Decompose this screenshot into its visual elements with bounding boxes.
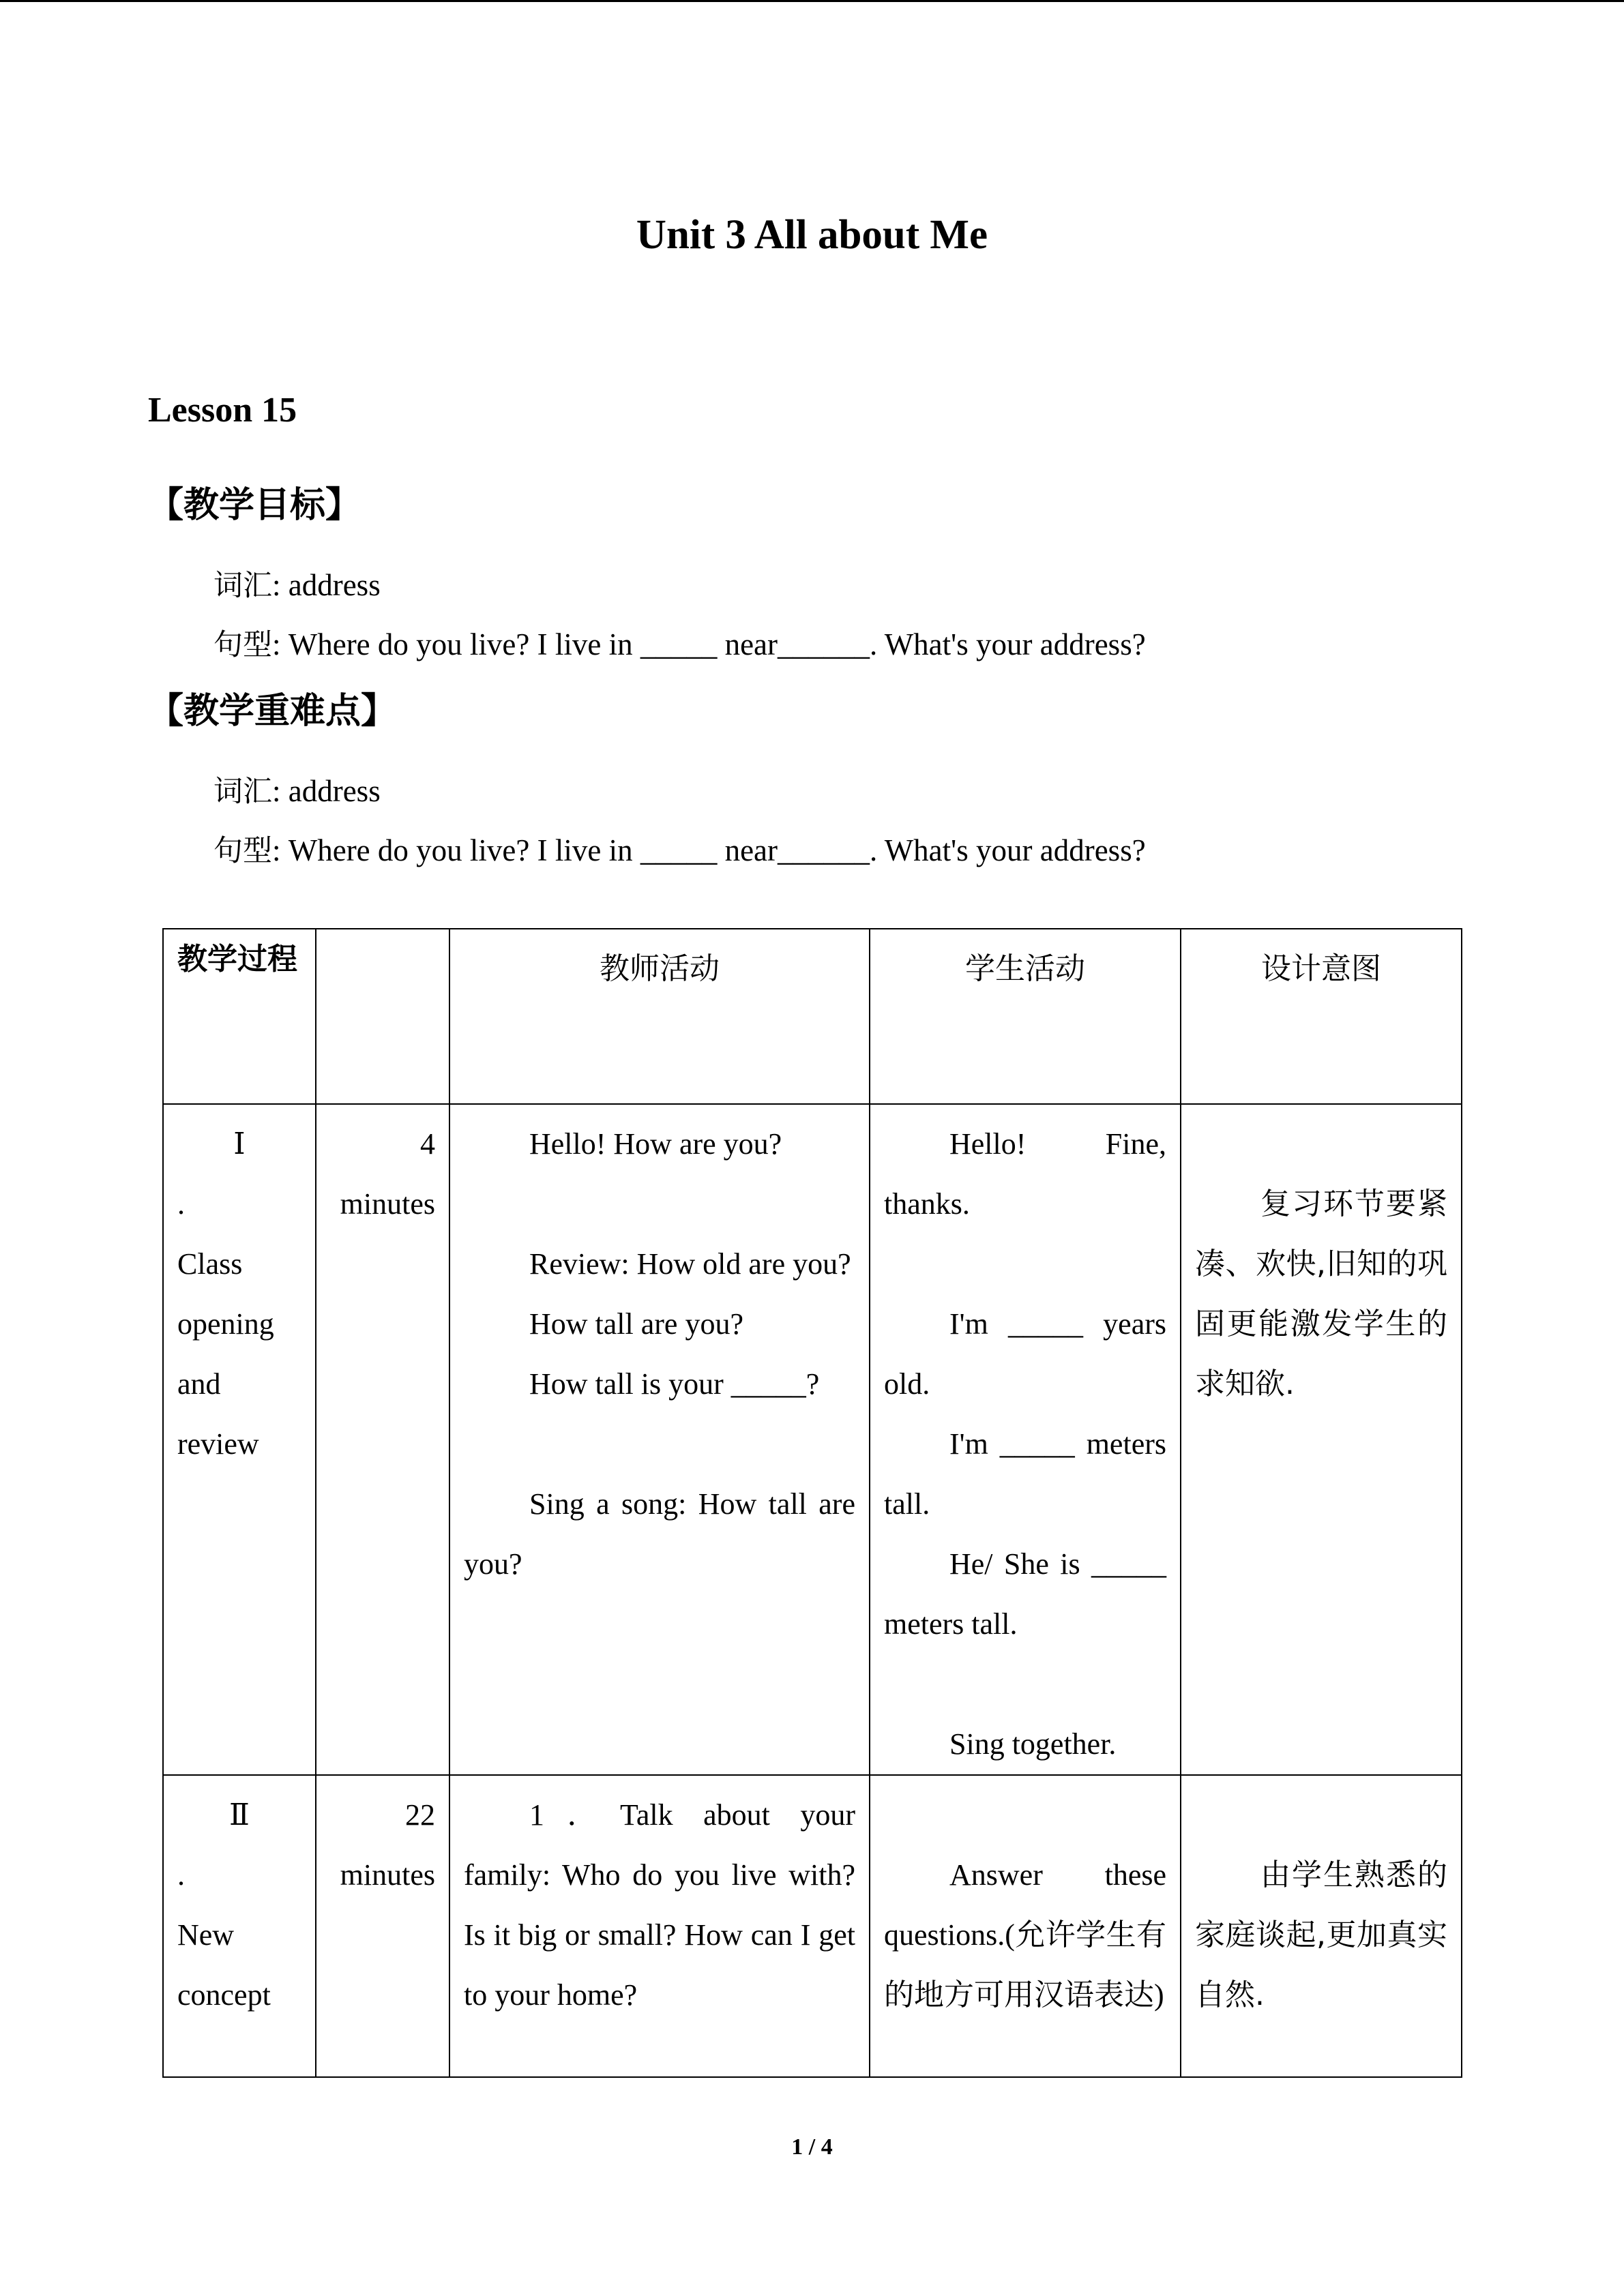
student-line: Hello! Fine, thanks.: [884, 1127, 1166, 1221]
teacher-cell: [449, 1775, 870, 2077]
step-numeral: Ⅱ: [229, 1798, 250, 1832]
header-time: [316, 929, 449, 1104]
student-cell: [870, 1104, 1181, 1775]
header-process: 教学过程: [163, 929, 316, 1104]
teacher-line: How tall is your _____?: [529, 1367, 820, 1401]
sentence-value: : Where do you live? I live in _____ near______. What's your address?: [272, 627, 1146, 661]
student-line: I'm _____ meters tall.: [884, 1427, 1166, 1521]
teacher-cell: [449, 1104, 870, 1775]
lesson-plan-table: [162, 928, 1462, 2078]
time-unit: minutes: [340, 1858, 435, 1892]
table-header-row: [163, 929, 1462, 1104]
step-name-line: concept: [177, 1978, 271, 2012]
step-cell: [163, 1104, 316, 1775]
objectives-sentence: [213, 622, 1146, 664]
design-cell: [1181, 1775, 1462, 2077]
table-row: [163, 1775, 1462, 2077]
step-name-line: opening: [177, 1307, 274, 1341]
table-row: [163, 1104, 1462, 1775]
sentence-label: 句型: [213, 628, 272, 662]
design-text: 由学生熟悉的家庭谈起,更加真实自然.: [1195, 1858, 1447, 2012]
student-line: He/ She is _____ meters tall.: [884, 1547, 1166, 1641]
step-dot: .: [177, 1187, 185, 1221]
page-title: Unit 3 All about Me: [636, 212, 988, 258]
student-line: I'm _____ years old.: [884, 1307, 1166, 1401]
time-cell: [316, 1104, 449, 1775]
key-points-sentence: [213, 828, 1146, 869]
teacher-line: 1．Talk about your family: Who do you live with? Is it big or small? How can I get to your home?: [464, 1798, 855, 2012]
objectives-heading: 【教学目标】: [148, 485, 361, 526]
step-cell: [163, 1775, 316, 2077]
vocab-value: : address: [272, 568, 381, 602]
student-cell: [870, 1775, 1181, 2077]
time-value: 22: [405, 1798, 435, 1832]
design-text: 复习环节要紧凑、欢快,旧知的巩固更能激发学生的求知欲.: [1195, 1187, 1447, 1401]
step-name-line: and: [177, 1367, 221, 1401]
key-points-vocab: [213, 769, 381, 810]
header-student: 学生活动: [870, 929, 1181, 1104]
teacher-line: Sing a song: How tall are you?: [464, 1487, 855, 1581]
teacher-line: Hello! How are you?: [529, 1127, 782, 1161]
objectives-vocab: [213, 563, 381, 604]
sentence-label: 句型: [213, 834, 272, 868]
time-value: 4: [420, 1127, 435, 1161]
teacher-line: How tall are you?: [529, 1307, 743, 1341]
sentence-value: : Where do you live? I live in _____ near______. What's your address?: [272, 833, 1146, 867]
vocab-value: : address: [272, 774, 381, 808]
page-number: 1 / 4: [791, 2134, 833, 2160]
header-teacher: 教师活动: [449, 929, 870, 1104]
teacher-line: Review: How old are you?: [529, 1247, 851, 1281]
design-cell: [1181, 1104, 1462, 1775]
step-name-line: New: [177, 1918, 235, 1952]
key-points-heading: 【教学重难点】: [148, 691, 397, 732]
step-dot: .: [177, 1858, 185, 1892]
lesson-heading: Lesson 15: [148, 391, 297, 430]
vocab-label: 词汇: [213, 775, 272, 809]
top-border: [0, 0, 1624, 2]
time-cell: [316, 1775, 449, 2077]
header-design: 设计意图: [1181, 929, 1462, 1104]
student-line: Sing together.: [949, 1727, 1117, 1761]
vocab-label: 词汇: [213, 569, 272, 603]
time-unit: minutes: [340, 1187, 435, 1221]
student-line: Answer these questions.(允许学生有的地方可用汉语表达): [884, 1858, 1166, 2012]
step-name-line: Class: [177, 1247, 243, 1281]
step-name-line: review: [177, 1427, 259, 1461]
step-numeral: Ⅰ: [233, 1127, 246, 1161]
